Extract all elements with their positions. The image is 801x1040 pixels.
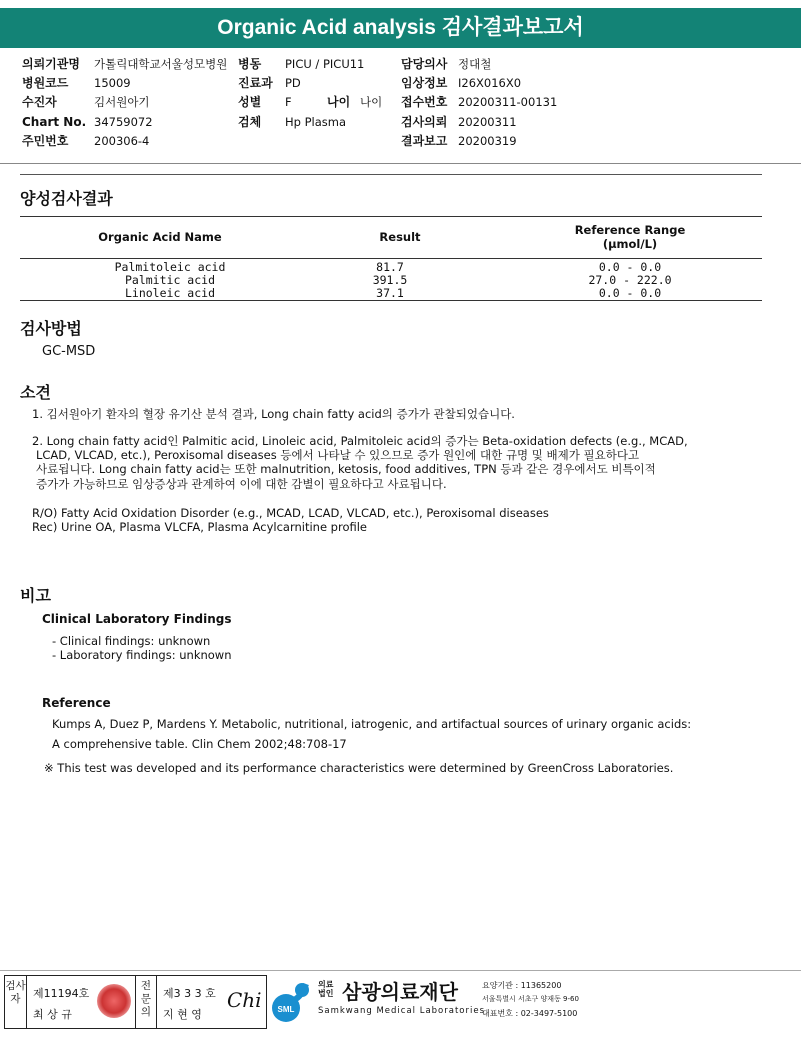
row-name: Palmitoleic acid: [114, 260, 226, 274]
clinical-label: 임상정보: [401, 76, 448, 90]
clinical-findings-1: - Clinical findings: unknown: [52, 634, 211, 648]
code-value: 15009: [94, 76, 131, 90]
accession-value: 20200311-00131: [458, 95, 558, 109]
table-bottom-rule: [20, 300, 762, 301]
row-name: Linoleic acid: [124, 286, 215, 300]
signature: Chi: [227, 988, 262, 1012]
id-value: 200306-4: [94, 134, 150, 148]
specialist-number: 제3 3 3 호: [163, 987, 216, 1000]
phone: 대표번호 : 02-3497-5100: [482, 1009, 578, 1018]
patient-label: 수진자: [22, 95, 57, 109]
header-divider: [0, 163, 801, 164]
section-divider: [20, 174, 762, 175]
chart-value: 34759072: [94, 115, 153, 129]
clinical-findings-title: Clinical Laboratory Findings: [42, 612, 232, 626]
hospital-label: 의뢰기관명: [22, 57, 80, 71]
clinical-value: I26X016X0: [458, 76, 522, 90]
findings-line-1: 1. 김서원아기 환자의 혈장 유기산 분석 결과, Long chain fatty acid의 증가가 관찰되었습니다.: [32, 407, 515, 421]
sex-value: F: [285, 95, 292, 109]
ward-value: PICU / PICU11: [285, 57, 365, 71]
findings-line-2d: 증가가 가능하므로 임상증상과 관계하여 이에 대한 감별이 필요하다고 사료됩니다.: [36, 477, 447, 491]
sml-logo-text: SML: [277, 1005, 295, 1014]
row-result: 391.5: [372, 273, 408, 287]
row-range: 0.0 - 0.0: [598, 286, 662, 300]
report-value: 20200319: [458, 134, 517, 148]
foundation-english: Samkwang Medical Laboratories: [318, 1006, 486, 1016]
footer-divider: [0, 970, 801, 971]
disclaimer-note: ※ This test was developed and its performance characteristics were determined by GreenCross Laboratories.: [44, 761, 674, 775]
table-top-rule: [20, 216, 762, 217]
specialist-name: 지 현 영: [163, 1008, 202, 1021]
hospital-value: 가톨릭대학교서울성모병원: [94, 57, 228, 71]
sex-label: 성별: [238, 95, 262, 109]
ward-label: 병동: [238, 57, 262, 71]
row-range: 27.0 - 222.0: [588, 273, 672, 287]
remarks-title: 비고: [20, 586, 51, 605]
reference-line-1: Kumps A, Duez P, Mardens Y. Metabolic, nutritional, iatrogenic, and artifactual sources of urinary organic acids:: [52, 717, 692, 731]
sml-logo-icon: [272, 978, 314, 1024]
report-title: Organic Acid analysis 검사결과보고서: [0, 8, 801, 48]
request-value: 20200311: [458, 115, 517, 129]
chart-label: Chart No.: [22, 115, 87, 129]
method-title: 검사방법: [20, 319, 82, 338]
patient-value: 김서원아기: [94, 95, 150, 109]
col-name-header: Organic Acid Name: [98, 230, 222, 244]
clinical-findings-2: - Laboratory findings: unknown: [52, 648, 232, 662]
dept-value: PD: [285, 76, 301, 90]
row-range: 0.0 - 0.0: [598, 260, 662, 274]
dept-label: 진료과: [238, 76, 273, 90]
method-text: GC-MSD: [42, 344, 96, 359]
id-label: 주민번호: [22, 134, 69, 148]
table-header-rule: [20, 258, 762, 259]
row-result: 81.7: [376, 260, 404, 274]
foundation-small: 의료법인: [318, 980, 334, 998]
code-label: 병원코드: [22, 76, 69, 90]
accession-label: 접수번호: [401, 95, 448, 109]
reference-title: Reference: [42, 696, 111, 710]
specialist-label: 전문의: [135, 976, 157, 1028]
col-range-header: Reference Range: [574, 223, 686, 237]
age-value: 나이: [360, 95, 383, 109]
findings-line-2a: 2. Long chain fatty acid인 Palmitic acid, Linoleic acid, Palmitoleic acid의 증가는 Beta-oxidation defects (e.g., MCAD,: [32, 434, 688, 448]
findings-line-2b: LCAD, VLCAD, etc.), Peroxisomal diseases 등에서 나타날 수 있으므로 증가 원인에 대한 규명 및 배제가 필요하다고: [36, 448, 640, 462]
examiner-number: 제11194호: [33, 987, 90, 1000]
foundation-name: 삼광의료재단: [342, 980, 458, 1004]
findings-title: 소견: [20, 383, 51, 402]
specimen-label: 검체: [238, 115, 262, 129]
findings-line-2c: 사료됩니다. Long chain fatty acid는 또한 malnutrition, ketosis, food additives, TPN 등과 같은 경우에서도 비특이적: [36, 462, 656, 476]
col-range-unit: (μmol/L): [602, 237, 658, 251]
doctor-value: 정대철: [458, 57, 492, 71]
official-seal: [97, 984, 131, 1018]
reference-line-2: A comprehensive table. Clin Chem 2002;48:708-17: [52, 737, 347, 751]
signature-box: [4, 975, 267, 1029]
report-label: 결과보고: [401, 134, 448, 148]
age-label: 나이: [327, 95, 351, 109]
org-code: 요양기관 : 11365200: [482, 981, 562, 990]
row-name: Palmitic acid: [124, 273, 215, 287]
col-result-header: Result: [379, 230, 421, 244]
address: 서울특별시 서초구 양재동 9-60: [482, 995, 579, 1003]
request-label: 검사의뢰: [401, 115, 448, 129]
row-result: 37.1: [376, 286, 404, 300]
specimen-value: Hp Plasma: [285, 115, 347, 129]
findings-ro: R/O) Fatty Acid Oxidation Disorder (e.g., MCAD, LCAD, VLCAD, etc.), Peroxisomal diseases: [32, 506, 549, 520]
findings-rec: Rec) Urine OA, Plasma VLCFA, Plasma Acylcarnitine profile: [32, 520, 368, 534]
examiner-name: 최 상 규: [33, 1008, 72, 1021]
positive-results-title: 양성검사결과: [20, 189, 113, 208]
examiner-label: 검사자: [5, 976, 27, 1028]
doctor-label: 담당의사: [401, 57, 448, 71]
